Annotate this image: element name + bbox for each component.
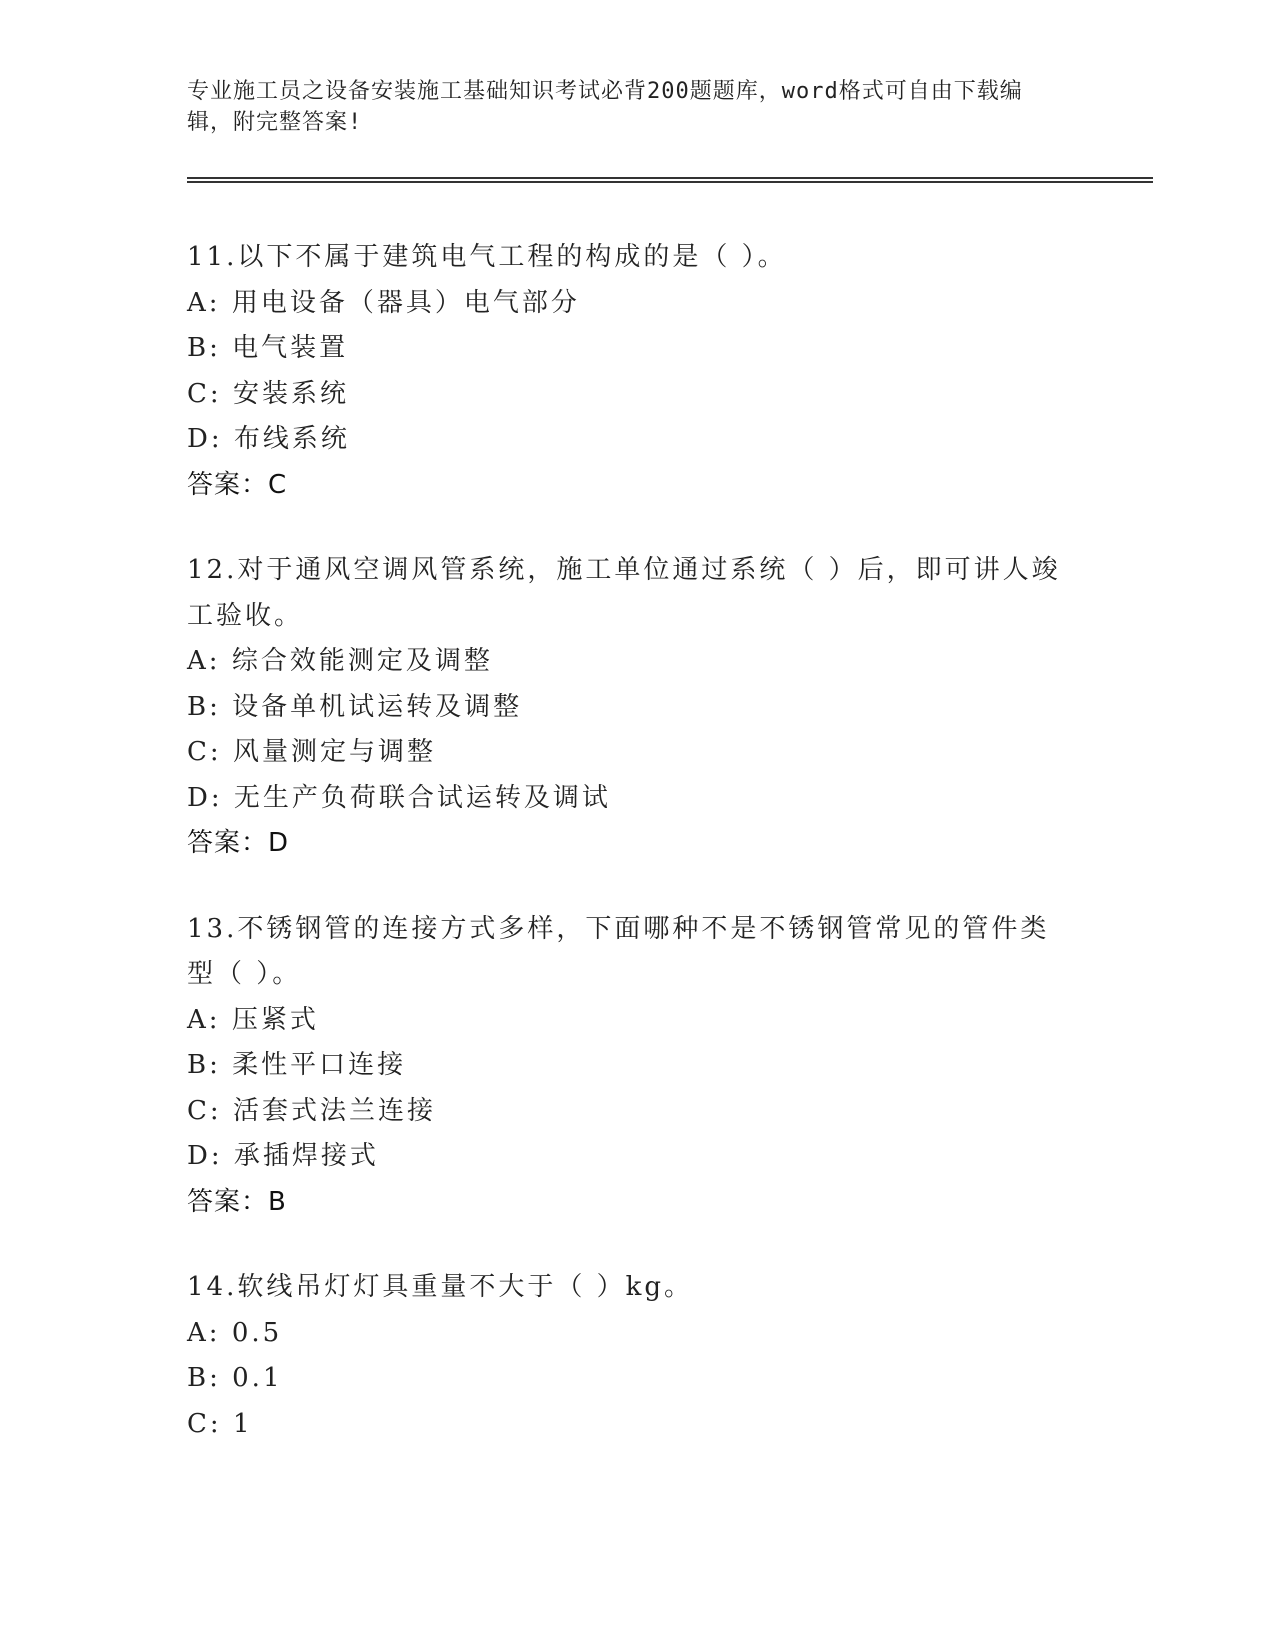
question-11 [187, 235, 1087, 508]
option-a: A: 用电设备（器具）电气部分 [187, 287, 580, 318]
option-letter: A [187, 287, 209, 318]
option-letter: A [187, 1317, 209, 1348]
answer-line: 答案：D [187, 828, 290, 858]
option-a: A: 压紧式 [187, 1004, 319, 1035]
question-13 [187, 907, 1087, 1226]
question-list [187, 235, 1087, 1487]
option-letter: A [187, 1004, 209, 1035]
option-d: D: 无生产负荷联合试运转及调试 [187, 782, 611, 813]
option-text: 风量测定与调整 [232, 737, 436, 767]
question-14 [187, 1265, 1087, 1447]
question-stem: 14.软线吊灯灯具重量不大于（ ）kg。 [187, 1272, 694, 1302]
option-letter: C [187, 1095, 210, 1126]
option-text: 0.1 [232, 1363, 283, 1393]
option-letter: B [187, 691, 210, 722]
question-stem: 12.对于通风空调风管系统，施工单位通过系统（ ）后，即可讲人竣工验收。 [187, 555, 1061, 631]
option-text: 安装系统 [232, 378, 349, 409]
option-letter: C [187, 1408, 210, 1439]
option-text: 用电设备（器具）电气部分 [231, 287, 580, 318]
option-letter: B [187, 1050, 210, 1080]
option-c: C: 安装系统 [187, 378, 349, 409]
header-rule-bottom [187, 181, 1153, 183]
option-text: 承插焊接式 [233, 1141, 379, 1171]
header-rule-top [187, 177, 1153, 179]
option-d: D: 承插焊接式 [187, 1141, 379, 1171]
option-text: 电气装置 [232, 333, 349, 363]
option-text: 柔性平口连接 [232, 1050, 407, 1080]
option-text: 布线系统 [233, 424, 350, 454]
option-text: 压紧式 [231, 1004, 319, 1035]
option-letter: D [187, 1141, 211, 1171]
option-b: B: 电气装置 [187, 333, 349, 363]
option-b: B: 0.1 [187, 1363, 283, 1393]
option-letter: C [187, 378, 210, 409]
option-c: C: 1 [187, 1408, 253, 1439]
option-b: B: 设备单机试运转及调整 [187, 691, 523, 722]
option-letter: C [187, 737, 210, 767]
option-text: 0.5 [231, 1317, 283, 1348]
answer-line: 答案：C [187, 469, 288, 500]
option-text: 1 [232, 1408, 253, 1439]
document-header-title: 专业施工员之设备安装施工基础知识考试必背200题题库，word格式可自由下载编辑，附完整答案! [187, 79, 1023, 135]
option-a: A: 0.5 [187, 1317, 283, 1348]
option-text: 活套式法兰连接 [232, 1095, 436, 1126]
option-letter: A [187, 646, 209, 676]
option-text: 设备单机试运转及调整 [232, 691, 523, 722]
question-stem: 13.不锈钢管的连接方式多样，下面哪种不是不锈钢管常见的管件类型（ ）。 [187, 913, 1050, 989]
option-c: C: 风量测定与调整 [187, 737, 436, 767]
option-text: 无生产负荷联合试运转及调试 [233, 782, 611, 813]
option-a: A: 综合效能测定及调整 [187, 646, 493, 676]
option-letter: B [187, 1363, 210, 1393]
option-text: 综合效能测定及调整 [231, 646, 493, 676]
option-b: B: 柔性平口连接 [187, 1050, 407, 1080]
option-letter: D [187, 424, 211, 454]
question-12 [187, 548, 1087, 867]
option-letter: D [187, 782, 211, 813]
option-d: D: 布线系统 [187, 424, 350, 454]
question-stem: 11.以下不属于建筑电气工程的构成的是（ ）。 [187, 242, 787, 272]
option-letter: B [187, 333, 210, 363]
answer-line: 答案：B [187, 1186, 287, 1217]
option-c: C: 活套式法兰连接 [187, 1095, 436, 1126]
